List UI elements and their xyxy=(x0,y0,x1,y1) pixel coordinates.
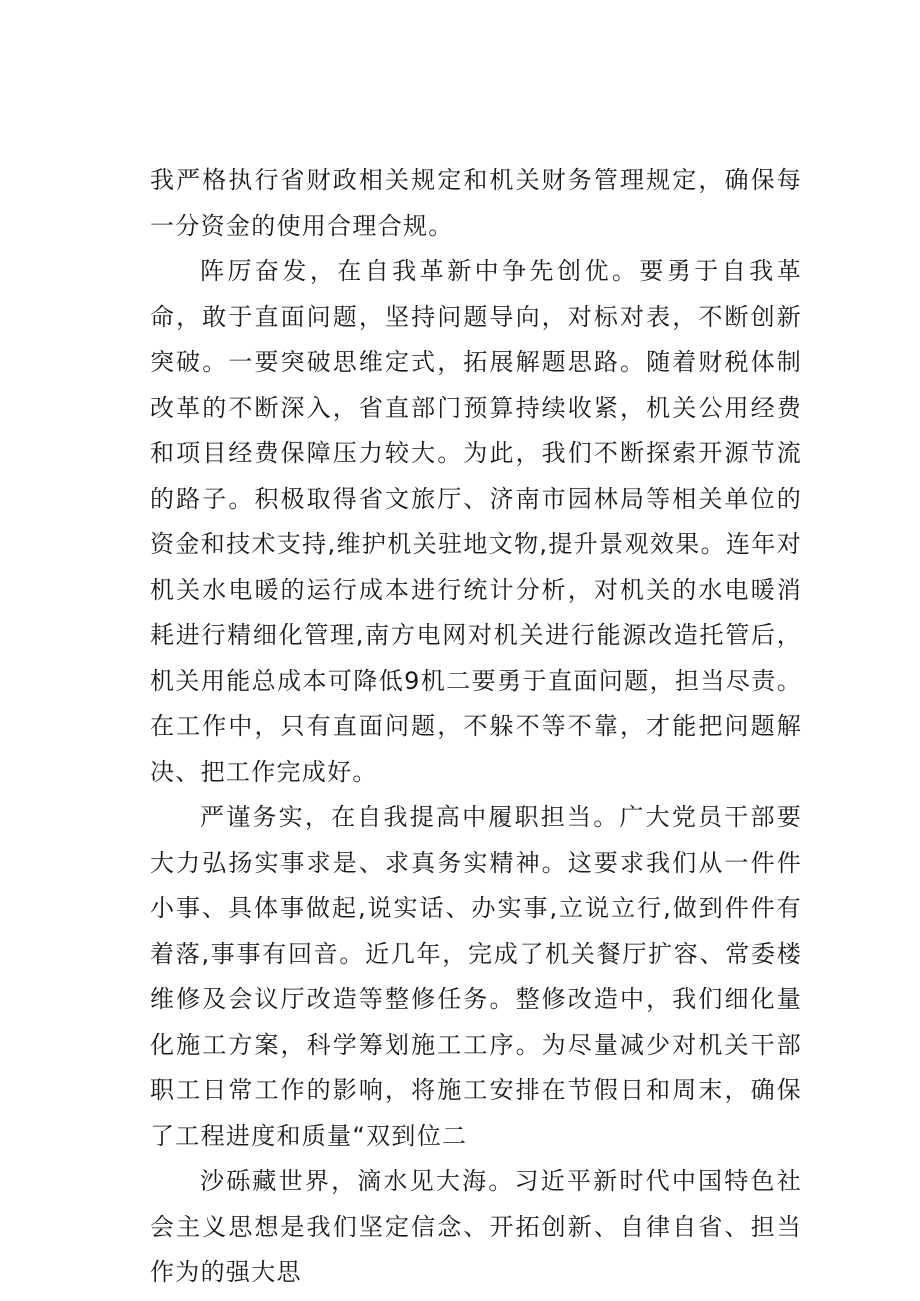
document-body xyxy=(150,158,802,1296)
paragraph-self-innovation: 阵厉奋发，在自我革新中争先创优。要勇于自我革命，敢于直面问题，坚持问题导向，对标对表，不断创新突破。一要突破思维定式，拓展解题思路。随着财税体制改革的不断深入，省直部门预算持续收紧，机关公用经费和项目经费保障压力较大。为此，我们不断探索开源节流的路子。积极取得省文旅厅、济南市园林局等相关单位的资金和技术支持,维护机关驻地文物,提升景观效果。连年对机关水电暖的运行成本进行统计分析，对机关的水电暖消耗进行精细化管理,南方电网对机关进行能源改造托管后，机关用能总成本可降低9机二要勇于直面问题，担当尽责。在工作中，只有直面问题，不躲不等不靠，才能把问题解决、把工作完成好。 xyxy=(150,257,802,786)
paragraph-sand-and-sea: 沙砾藏世界，滴水见大海。习近平新时代中国特色社会主义思想是我们坚定信念、开拓创新、自律自省、担当作为的强大思 xyxy=(150,1167,802,1286)
paragraph-pragmatic-duty: 严谨务实，在自我提高中履职担当。广大党员干部要大力弘扬实事求是、求真务实精神。这要求我们从一件件小事、具体事做起,说实话、办实事,立说立行,做到件件有着落,事事有回音。近几年，完成了机关餐厅扩容、常委楼维修及会议厅改造等整修任务。整修改造中，我们细化量化施工方案，科学筹划施工工序。为尽量减少对机关干部职工日常工作的影响，将施工安排在节假日和周末，确保了工程进度和质量“双到位二 xyxy=(150,803,802,1150)
paragraph-continuation: 我严格执行省财政相关规定和机关财务管理规定，确保每一分资金的使用合理合规。 xyxy=(150,166,802,240)
